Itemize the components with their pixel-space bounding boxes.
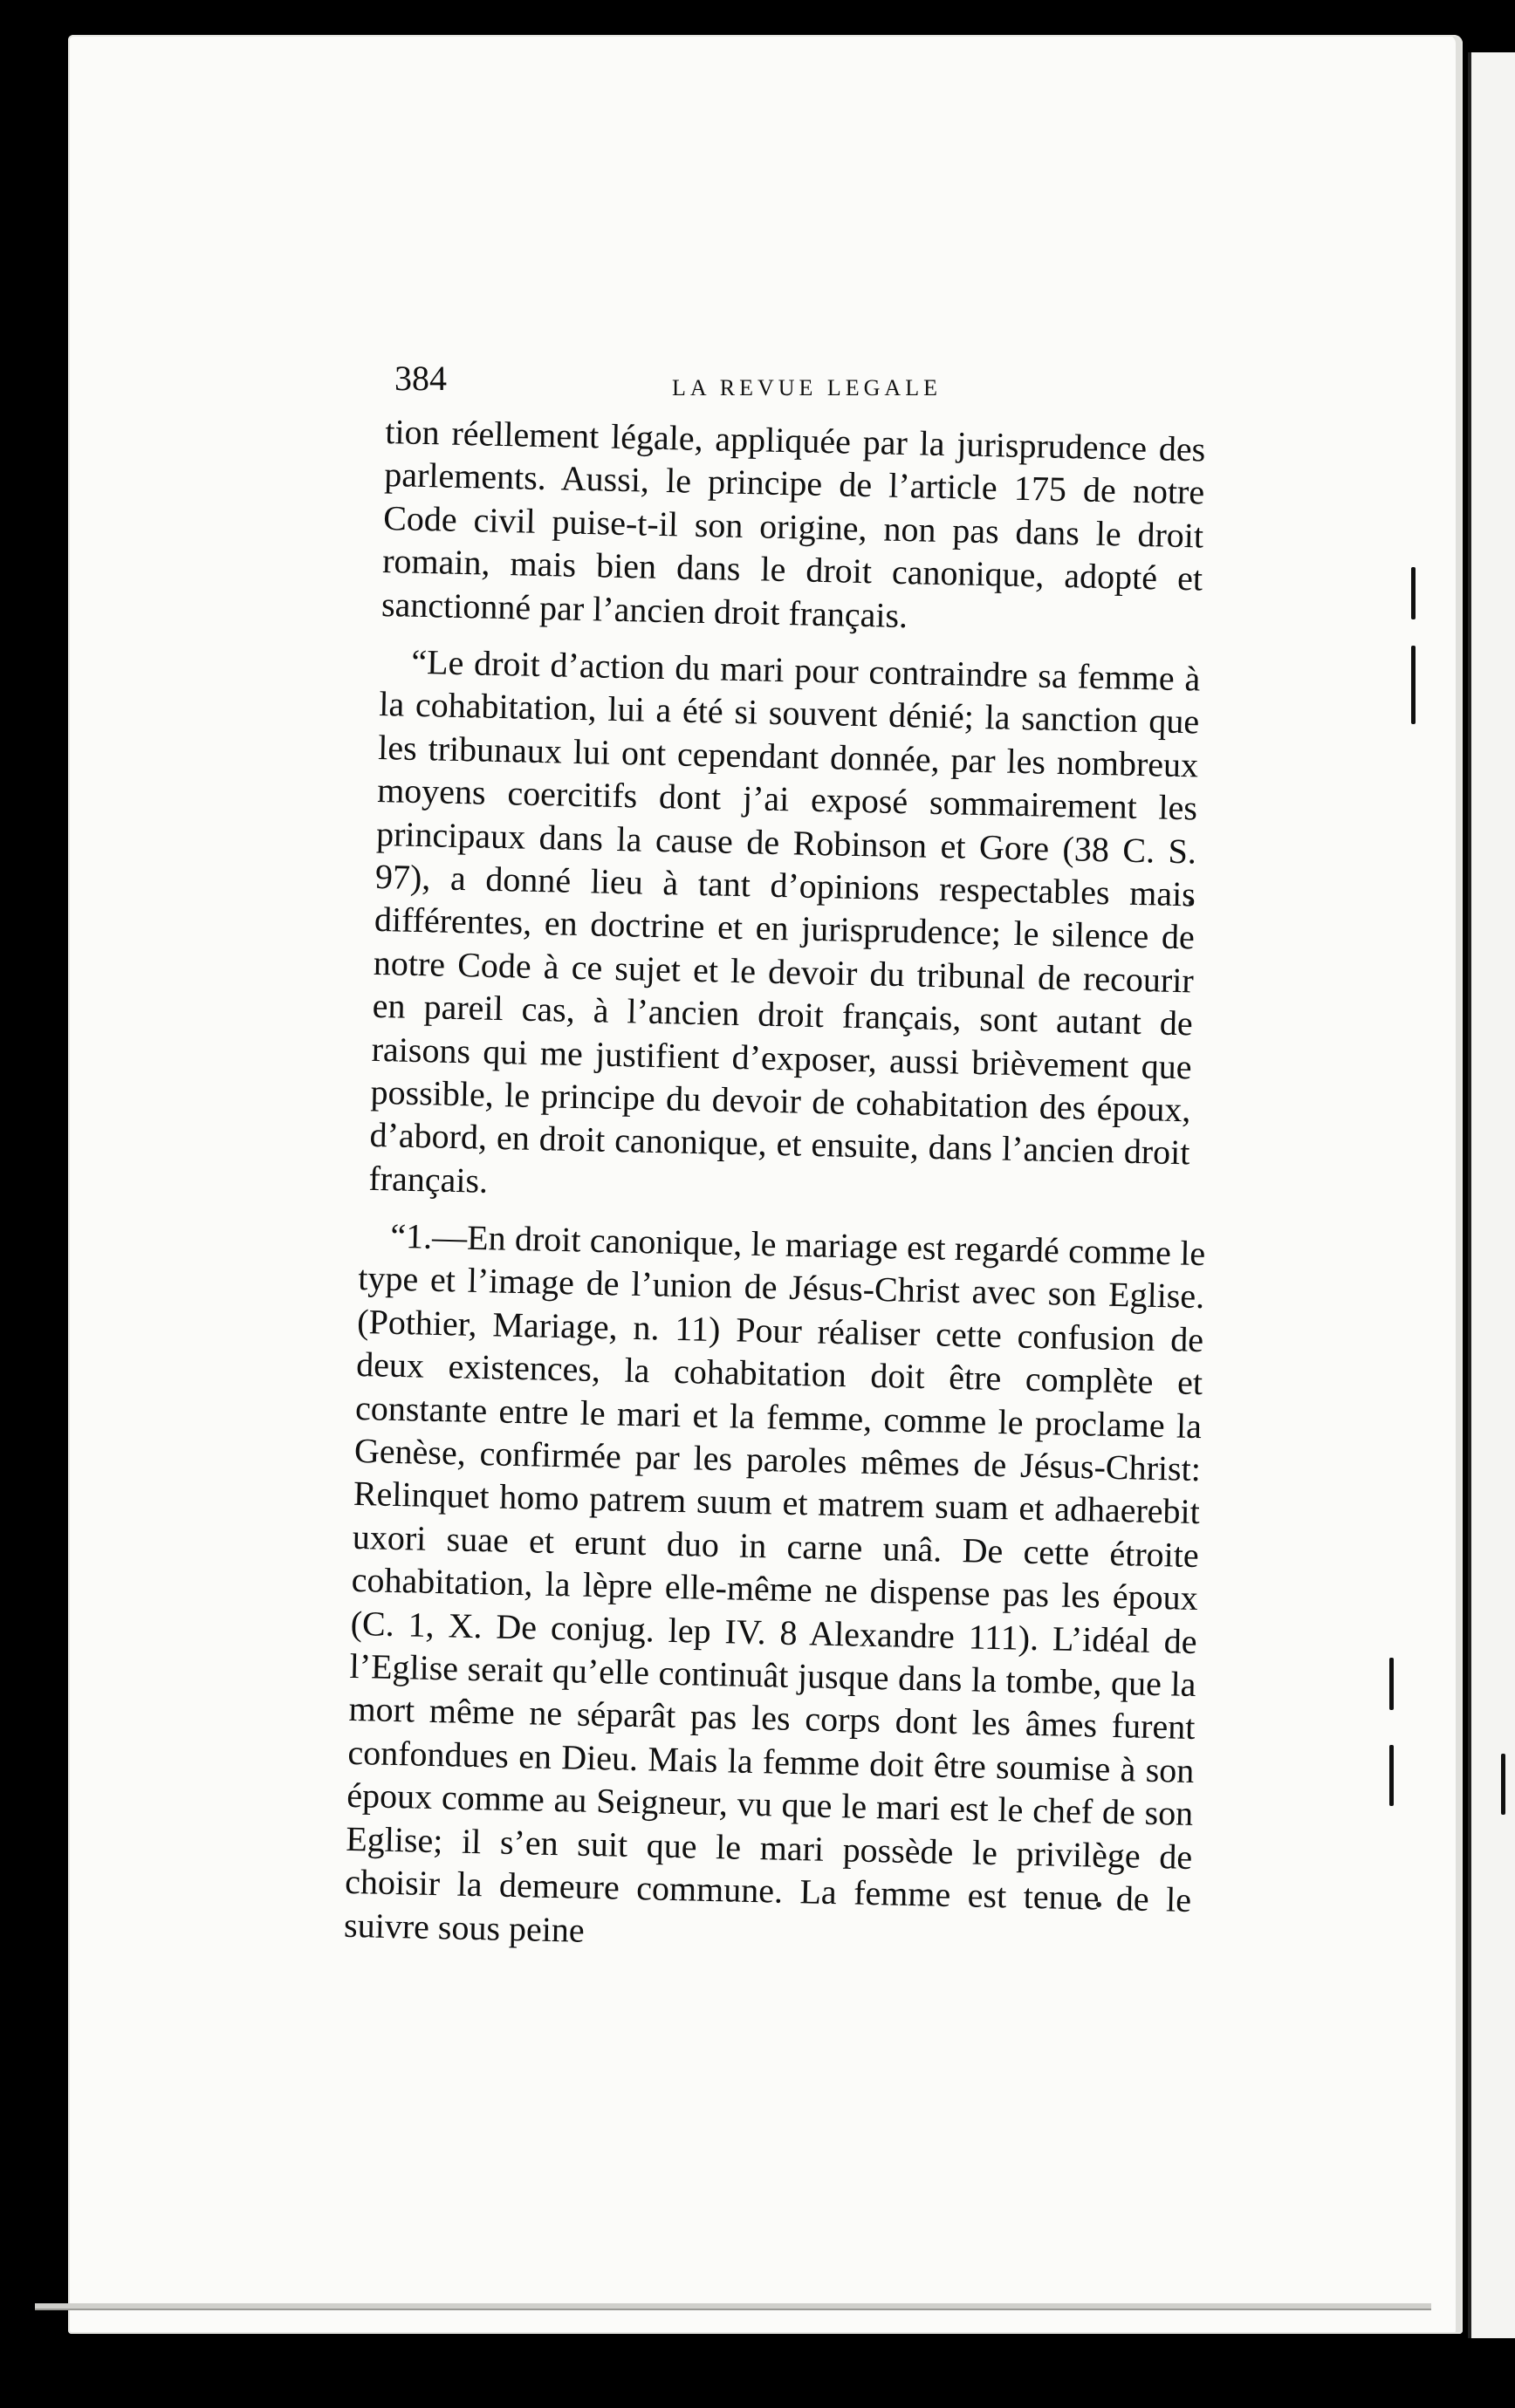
binding-mark bbox=[1411, 646, 1416, 724]
page-number: 384 bbox=[394, 359, 447, 398]
paragraph-3: “1.—En droit canonique, le mariage est regardé comme le type et l’image de l’union de Jésus-Christ avec son Eglise. (Pothier, Mariage, n. 11) Pour réaliser cette confusion de deux existences, la cohabitation doit être complète et constante entre le mari et la femme, comme le proclame la Genèse, confirmée par les paroles mêmes de Jésus-Christ: Relinquet homo patrem suum et matrem suam et adhaerebit uxori suae et erunt duo in carne unâ. De cette étroite cohabitation, la lèpre elle-même ne dispense pas les époux (C. 1, X. De conjug. lep IV. 8 Alexandre 111). L’idéal de l’Eglise serait qu’elle continuât jusque dans la tombe, que la mort même ne séparât pas les corps dont les âmes furent confondues en Dieu. Mais la femme doit être soumise à son époux comme au Seigneur, vu que le mari est le chef de son Eglise; il s’en suit que le mari possède le privilège de choisir la demeure commune. La femme est tenue de le suivre sous peine bbox=[343, 1216, 1206, 1950]
paragraph-2: “Le droit d’action du mari pour contraindre sa femme à la cohabitation, lui a été si souvent dénié; la sanction que les tribunaux lui ont cependant donnée, par les nombreux moyens coercitifs dont j’ai exposé sommairement les principaux dans la cause de Robinson et Gore (38 C. S. 97), a donné lieu à tant d’opinions respectables mais différentes, en doctrine et en jurisprudence; le silence de notre Code à ce sujet et le devoir du tribunal de recourir en pareil cas, à l’ancien droit français, sont autant de raisons qui me justifient d’exposer, aussi brièvement que possible, le principe du devoir de cohabitation des époux, d’abord, en droit canonique, et ensuite, dans l’ancien droit français. bbox=[368, 641, 1201, 1201]
adjacent-page-edge bbox=[1468, 52, 1515, 2338]
binding-mark bbox=[1411, 567, 1416, 619]
binding-mark bbox=[1389, 1745, 1394, 1806]
binding-mark bbox=[1389, 1658, 1394, 1710]
binding-mark bbox=[1501, 1754, 1505, 1815]
paragraph-1: tion réellement légale, appliquée par la jurisprudence des parlements. Aussi, le principe de l’article 175 de notre Code civil puise-t-il son origine, non pas dans le droit romain, mais bien dans le droit canonique, adopté et sanctionné par l’ancien droit français. bbox=[380, 411, 1206, 635]
page-bottom-edge bbox=[35, 2303, 1431, 2310]
running-title: LA REVUE LEGALE bbox=[672, 375, 942, 400]
running-head bbox=[278, 314, 1208, 410]
page-content bbox=[278, 314, 1208, 1960]
